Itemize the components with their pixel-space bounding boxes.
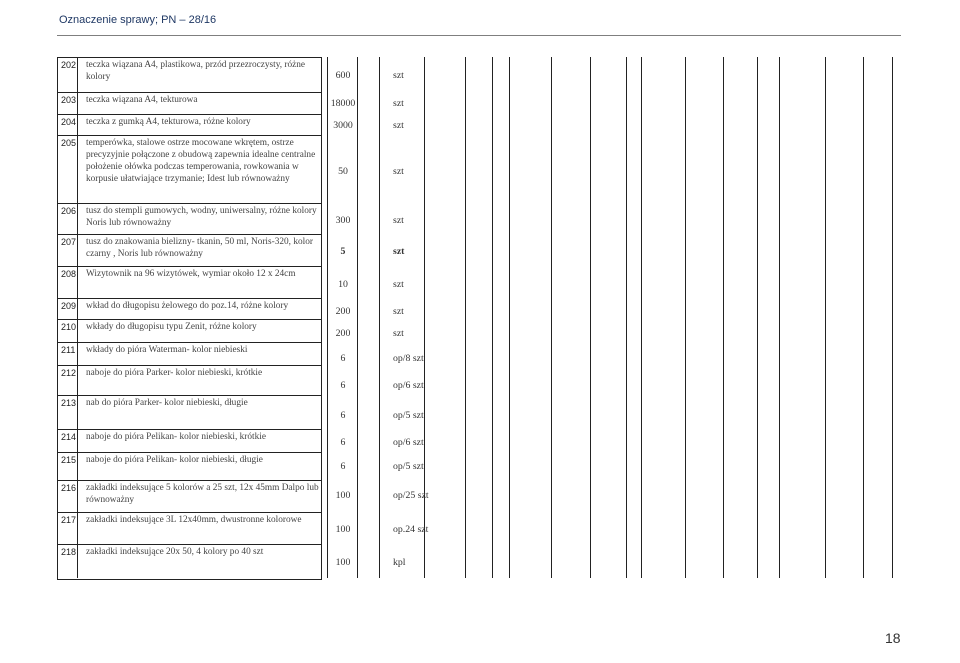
item-quantity: 10 bbox=[338, 279, 348, 290]
table-row bbox=[58, 204, 321, 235]
item-number: 206 bbox=[61, 206, 77, 216]
table-row bbox=[58, 93, 321, 115]
item-quantity: 100 bbox=[335, 557, 351, 568]
item-number: 217 bbox=[61, 515, 77, 525]
item-quantity: 6 bbox=[340, 437, 346, 448]
item-description: teczka z gumką A4, tekturowa, różne kolory bbox=[86, 117, 251, 127]
item-description: teczka wiązana A4, plastikowa, przód przezroczysty, różne kolory bbox=[86, 60, 306, 82]
column-divider bbox=[723, 57, 724, 578]
item-description: temperówka, stalowe ostrze mocowane wkrętem, ostrze precyzyjnie połączone z obudową zapewnia idealne centralne położenie ołówka podczas temperowania, rowkowania w korpusie ułatwiające trzymanie; Idest lub równoważny bbox=[86, 138, 316, 184]
item-quantity: 50 bbox=[338, 166, 348, 177]
item-unit: op/6 szt bbox=[393, 380, 424, 391]
item-unit: kpl bbox=[393, 557, 406, 568]
item-quantity: 200 bbox=[335, 328, 351, 339]
table-row bbox=[58, 343, 321, 366]
item-description: naboje do pióra Pelikan- kolor niebieski, długie bbox=[86, 455, 263, 465]
item-quantity: 600 bbox=[335, 70, 351, 81]
item-description: teczka wiązana A4, tekturowa bbox=[86, 95, 198, 105]
table-row bbox=[58, 366, 321, 396]
column-divider bbox=[379, 57, 380, 578]
item-quantity: 100 bbox=[335, 490, 351, 501]
item-unit: szt bbox=[393, 306, 404, 317]
table-row bbox=[58, 299, 321, 320]
item-description: Wizytownik na 96 wizytówek, wymiar około 12 x 24cm bbox=[86, 269, 296, 279]
column-divider bbox=[509, 57, 510, 578]
item-quantity: 300 bbox=[335, 215, 351, 226]
column-divider bbox=[825, 57, 826, 578]
column-divider bbox=[779, 57, 780, 578]
table-row bbox=[58, 430, 321, 453]
item-unit: szt bbox=[393, 70, 404, 81]
item-unit: op/6 szt bbox=[393, 437, 424, 448]
item-description: naboje do pióra Parker- kolor niebieski, krótkie bbox=[86, 368, 263, 378]
item-unit: szt bbox=[393, 246, 405, 257]
item-quantity: 6 bbox=[340, 461, 346, 472]
item-number: 208 bbox=[61, 269, 77, 279]
item-quantity: 100 bbox=[335, 524, 351, 535]
item-number: 202 bbox=[61, 60, 77, 70]
item-number: 204 bbox=[61, 117, 77, 127]
item-unit: szt bbox=[393, 215, 404, 226]
table-row bbox=[58, 320, 321, 343]
column-divider bbox=[492, 57, 493, 578]
item-quantity: 3000 bbox=[333, 120, 353, 131]
column-divider bbox=[757, 57, 758, 578]
item-description: wkłady do pióra Waterman- kolor niebieski bbox=[86, 345, 248, 355]
item-description: zakładki indeksujące 3L 12x40mm, dwustronne kolorowe bbox=[86, 515, 302, 525]
table-row bbox=[58, 136, 321, 204]
item-unit: op/5 szt bbox=[393, 410, 424, 421]
item-number: 205 bbox=[61, 138, 77, 148]
item-number: 211 bbox=[61, 345, 76, 355]
item-quantity: 18000 bbox=[330, 98, 356, 109]
item-description: wkłady do długopisu typu Zenit, różne kolory bbox=[86, 322, 257, 332]
item-description: nab do pióra Parker- kolor niebieski, długie bbox=[86, 398, 248, 408]
column-divider bbox=[77, 57, 78, 578]
column-divider bbox=[590, 57, 591, 578]
table-row bbox=[58, 481, 321, 513]
column-divider bbox=[626, 57, 627, 578]
item-unit: op/8 szt bbox=[393, 353, 424, 364]
item-unit: op.24 szt bbox=[393, 524, 429, 535]
table-row bbox=[58, 267, 321, 299]
item-unit: szt bbox=[393, 279, 404, 290]
table-row bbox=[58, 513, 321, 545]
item-quantity: 6 bbox=[340, 353, 346, 364]
table-row bbox=[58, 58, 321, 93]
column-divider bbox=[892, 57, 893, 578]
item-quantity: 6 bbox=[340, 380, 346, 391]
item-number: 210 bbox=[61, 322, 77, 332]
table-row bbox=[58, 235, 321, 267]
table-row bbox=[58, 545, 321, 579]
item-unit: op/5 szt bbox=[393, 461, 424, 472]
item-unit: szt bbox=[393, 120, 404, 131]
item-description: zakładki indeksujące 20x 50, 4 kolory po 40 szt bbox=[86, 547, 264, 557]
item-number: 209 bbox=[61, 301, 77, 311]
column-divider bbox=[641, 57, 642, 578]
item-number: 216 bbox=[61, 483, 77, 493]
table-row bbox=[58, 453, 321, 481]
column-divider bbox=[551, 57, 552, 578]
item-quantity: 6 bbox=[340, 410, 346, 421]
item-description: tusz do stempli gumowych, wodny, uniwersalny, różne kolory Noris lub równoważny bbox=[86, 206, 317, 228]
item-number: 207 bbox=[61, 237, 77, 247]
column-divider bbox=[685, 57, 686, 578]
item-description: zakładki indeksujące 5 kolorów a 25 szt, 12x 45mm Dalpo lub równoważny bbox=[86, 483, 319, 505]
document-header: Oznaczenie sprawy; PN – 28/16 bbox=[59, 14, 217, 26]
item-quantity: 200 bbox=[335, 306, 351, 317]
header-rule bbox=[57, 35, 901, 36]
items-table bbox=[57, 57, 322, 580]
item-number: 214 bbox=[61, 432, 77, 442]
page-number: 18 bbox=[885, 630, 901, 646]
item-unit: szt bbox=[393, 328, 404, 339]
item-number: 218 bbox=[61, 547, 77, 557]
item-number: 215 bbox=[61, 455, 77, 465]
item-description: tusz do znakowania bielizny- tkanin, 50 ml, Noris-320, kolor czarny , Noris lub równoważny bbox=[86, 237, 313, 259]
column-divider bbox=[465, 57, 466, 578]
item-unit: op/25 szt bbox=[393, 490, 429, 501]
item-description: wkład do długopisu żelowego do poz.14, różne kolory bbox=[86, 301, 289, 311]
item-unit: szt bbox=[393, 166, 404, 177]
item-number: 213 bbox=[61, 398, 77, 408]
table-row bbox=[58, 115, 321, 136]
item-number: 203 bbox=[61, 95, 77, 105]
item-description: naboje do pióra Pelikan- kolor niebieski, krótkie bbox=[86, 432, 266, 442]
item-quantity: 5 bbox=[340, 246, 346, 257]
column-divider bbox=[863, 57, 864, 578]
table-row bbox=[58, 396, 321, 430]
item-number: 212 bbox=[61, 368, 77, 378]
item-unit: szt bbox=[393, 98, 404, 109]
